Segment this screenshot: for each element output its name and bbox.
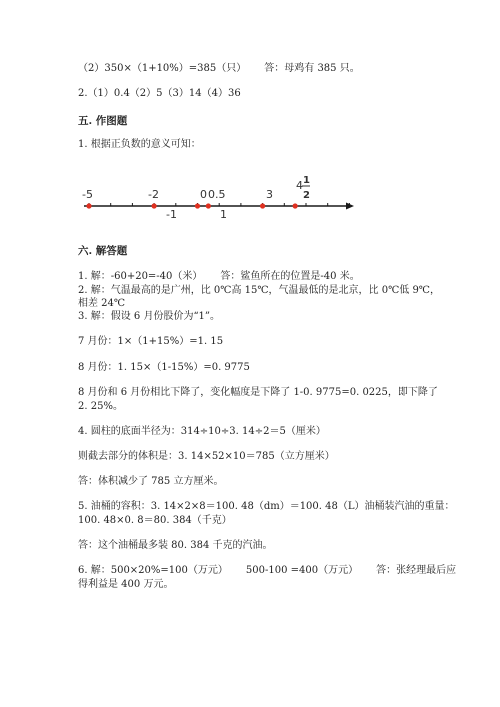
point-marker	[86, 203, 91, 208]
label-neg1: -1	[166, 208, 177, 220]
answer-text: 答：母鸡有 385 只。	[264, 63, 360, 74]
label-1: 1	[220, 208, 227, 220]
label-4-half-den: 2	[303, 190, 310, 201]
answer-line-2: 2.（1）0.4（2）5（3）14（4）36	[78, 88, 241, 99]
calc-text: 6. 解：500×20%=100（万元）	[78, 565, 228, 576]
answer-line-12b: 100. 48×0. 8＝80. 384（千克）	[78, 515, 232, 526]
number-line	[78, 170, 358, 220]
point-marker	[293, 203, 298, 208]
answer-text: 答：张经理最后应	[376, 565, 457, 576]
point-marker	[260, 203, 265, 208]
answer-line-11: 答：体积减少了 785 立方厘米。	[78, 476, 224, 487]
label-4-half-num: 1	[303, 175, 310, 186]
answer-line-5: 3. 解：假设 6 月份股价为“1”。	[78, 311, 221, 322]
answer-line-4a: 2. 解：气温最高的是广州，比 0℃高 15℃，气温最低的是北京，比 0℃低 9℃，	[78, 285, 440, 296]
answer-line-3	[78, 270, 360, 283]
section-heading-6: 六. 解答题	[78, 245, 128, 257]
answer-line-14b: 得利益是 400 万元。	[78, 579, 174, 590]
label-0: 0	[200, 188, 207, 201]
label-4-half-whole: 4	[296, 179, 303, 192]
question-intro: 1. 根据正负数的意义可知：	[78, 139, 201, 150]
arrow-icon	[346, 203, 354, 210]
answer-text: 答：鲨鱼所在的位置是-40 米。	[220, 271, 360, 282]
label-3: 3	[266, 188, 273, 201]
point-marker	[152, 203, 157, 208]
point-marker	[195, 203, 200, 208]
answer-line-8b: 2. 25%。	[78, 401, 123, 412]
answer-line-8a: 8 月份和 6 月份相比下降了，变化幅度是下降了 1-0. 9775=0. 0225，即下降了	[78, 387, 438, 398]
answer-line-1	[78, 62, 360, 75]
calc-text: （2）350×（1+10%）=385（只）	[78, 63, 247, 74]
answer-line-12a: 5. 油桶的容积：3. 14×2×8＝100. 48（dm）＝100. 48（L）油桶装汽油的重量：	[78, 501, 455, 512]
answer-line-14a	[78, 564, 456, 577]
point-marker	[206, 203, 211, 208]
answer-line-4b: 相差 24℃	[78, 298, 126, 309]
answer-line-13: 答：这个油桶最多装 80. 384 千克的汽油。	[78, 540, 273, 551]
answer-line-7: 8 月份：1. 15×（1-15%）=0. 9775	[78, 362, 250, 373]
answer-line-9: 4. 圆柱的底面半径为：314÷10÷3. 14÷2＝5（厘米）	[78, 426, 326, 437]
label-neg5: -5	[82, 188, 93, 201]
section-heading-5: 五. 作图题	[78, 115, 128, 127]
calc-text: 1. 解：-60+20=-40（米）	[78, 271, 203, 282]
calc-text-2: 500-100 =400（万元）	[245, 565, 359, 576]
label-0-5: 0.5	[208, 188, 226, 201]
answer-line-6: 7 月份：1×（1+15%）=1. 15	[78, 336, 224, 347]
answer-line-10: 则截去部分的体积是：3. 14×52×10＝785（立方厘米）	[78, 451, 335, 462]
label-neg2: -2	[148, 188, 159, 201]
